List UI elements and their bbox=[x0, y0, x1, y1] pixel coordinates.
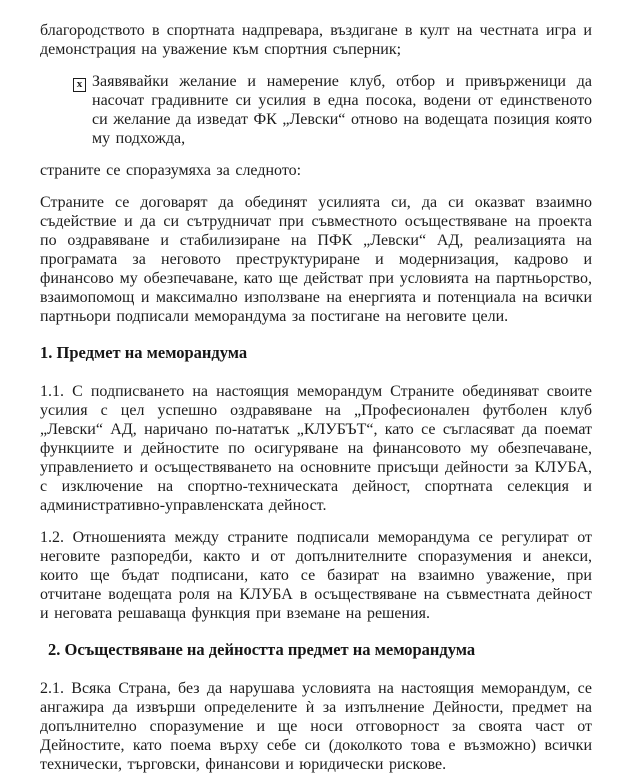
paragraph-1-2: 1.2. Отношенията между страните подписали меморандума се регулират от неговите разпоредби, както и от допълнителните споразумения и анекси, които ще бъдат подписани, като се базират на взаимно уважение, при отчитане водещата роля на КЛУБА в осъществяване на съвместната дейност и неговата решаваща функция при вземане на решения. bbox=[40, 529, 592, 622]
section-1-heading: 1. Предмет на меморандума bbox=[40, 343, 248, 362]
paragraph-intro-continuation: благородството в спортната надпревара, въздигане в култ на честната игра и демонстрация на уважение към спортния съперник; bbox=[40, 22, 592, 58]
bullet-marker-cell bbox=[73, 72, 92, 148]
paragraph-1-1: 1.1. С подписването на настоящия меморандум Страните обединяват своите усилия с цел успешно оздравяване на „Професионален футболен клуб „Левски“ АД, наричано по-нататък „КЛУБЪТ“, като се съгласяват да поемат функциите и дейностите по осигуряване на финансовото му обезпечаване, управлението и осъществяването на основните присъщи дейности за КЛУБА, с изключение на спортно-техническата дейност, спортната селекция и административно-управленската дейност. bbox=[40, 383, 592, 514]
bullet-paragraph-declaration: Заявявайки желание и намерение клуб, отбор и привърженици да насочат градивните си усилия в една посока, водени от единственото си желание да изведат ФК „Левски“ отново на водещата позиция която му подхожда, bbox=[92, 73, 592, 147]
paragraph-2-1: 2.1. Всяка Страна, без да нарушава условията на настоящия меморандум, се ангажира да извърши определените ѝ за изпълнение Дейности, предмет на допълнително споразумение и ще носи отговорност за своята част от Дейностите, като поема върху себе си (доколкото това е възможно) всички технически, търговски, финансови и юридически рискове. bbox=[40, 680, 592, 773]
checked-checkbox-icon bbox=[73, 78, 86, 92]
bullet-item-declaration bbox=[73, 72, 592, 148]
paragraph-agreement-body: Страните се договарят да обединят усилията си, да си оказват взаимно съдействие и да си сътрудничат при съвместното осъществяване на проекта по оздравяване и стабилизиране на ПФК „Левски“ АД, реализацията на програмата за неговото преструктуриране и модернизация, кадрово и финансово му обезпечаване, като ще действат при условията на партньорство, взаимопомощ и максимално използване на енергията и потенциала на всички партньори подписали меморандума за постигане на неговите цели. bbox=[40, 194, 592, 325]
section-2-heading: 2. Осъществяване на дейността предмет на меморандума bbox=[48, 640, 476, 659]
paragraph-agreement-lead: страните се споразумяха за следното: bbox=[40, 162, 302, 179]
checkbox-x-glyph: x bbox=[76, 78, 83, 90]
